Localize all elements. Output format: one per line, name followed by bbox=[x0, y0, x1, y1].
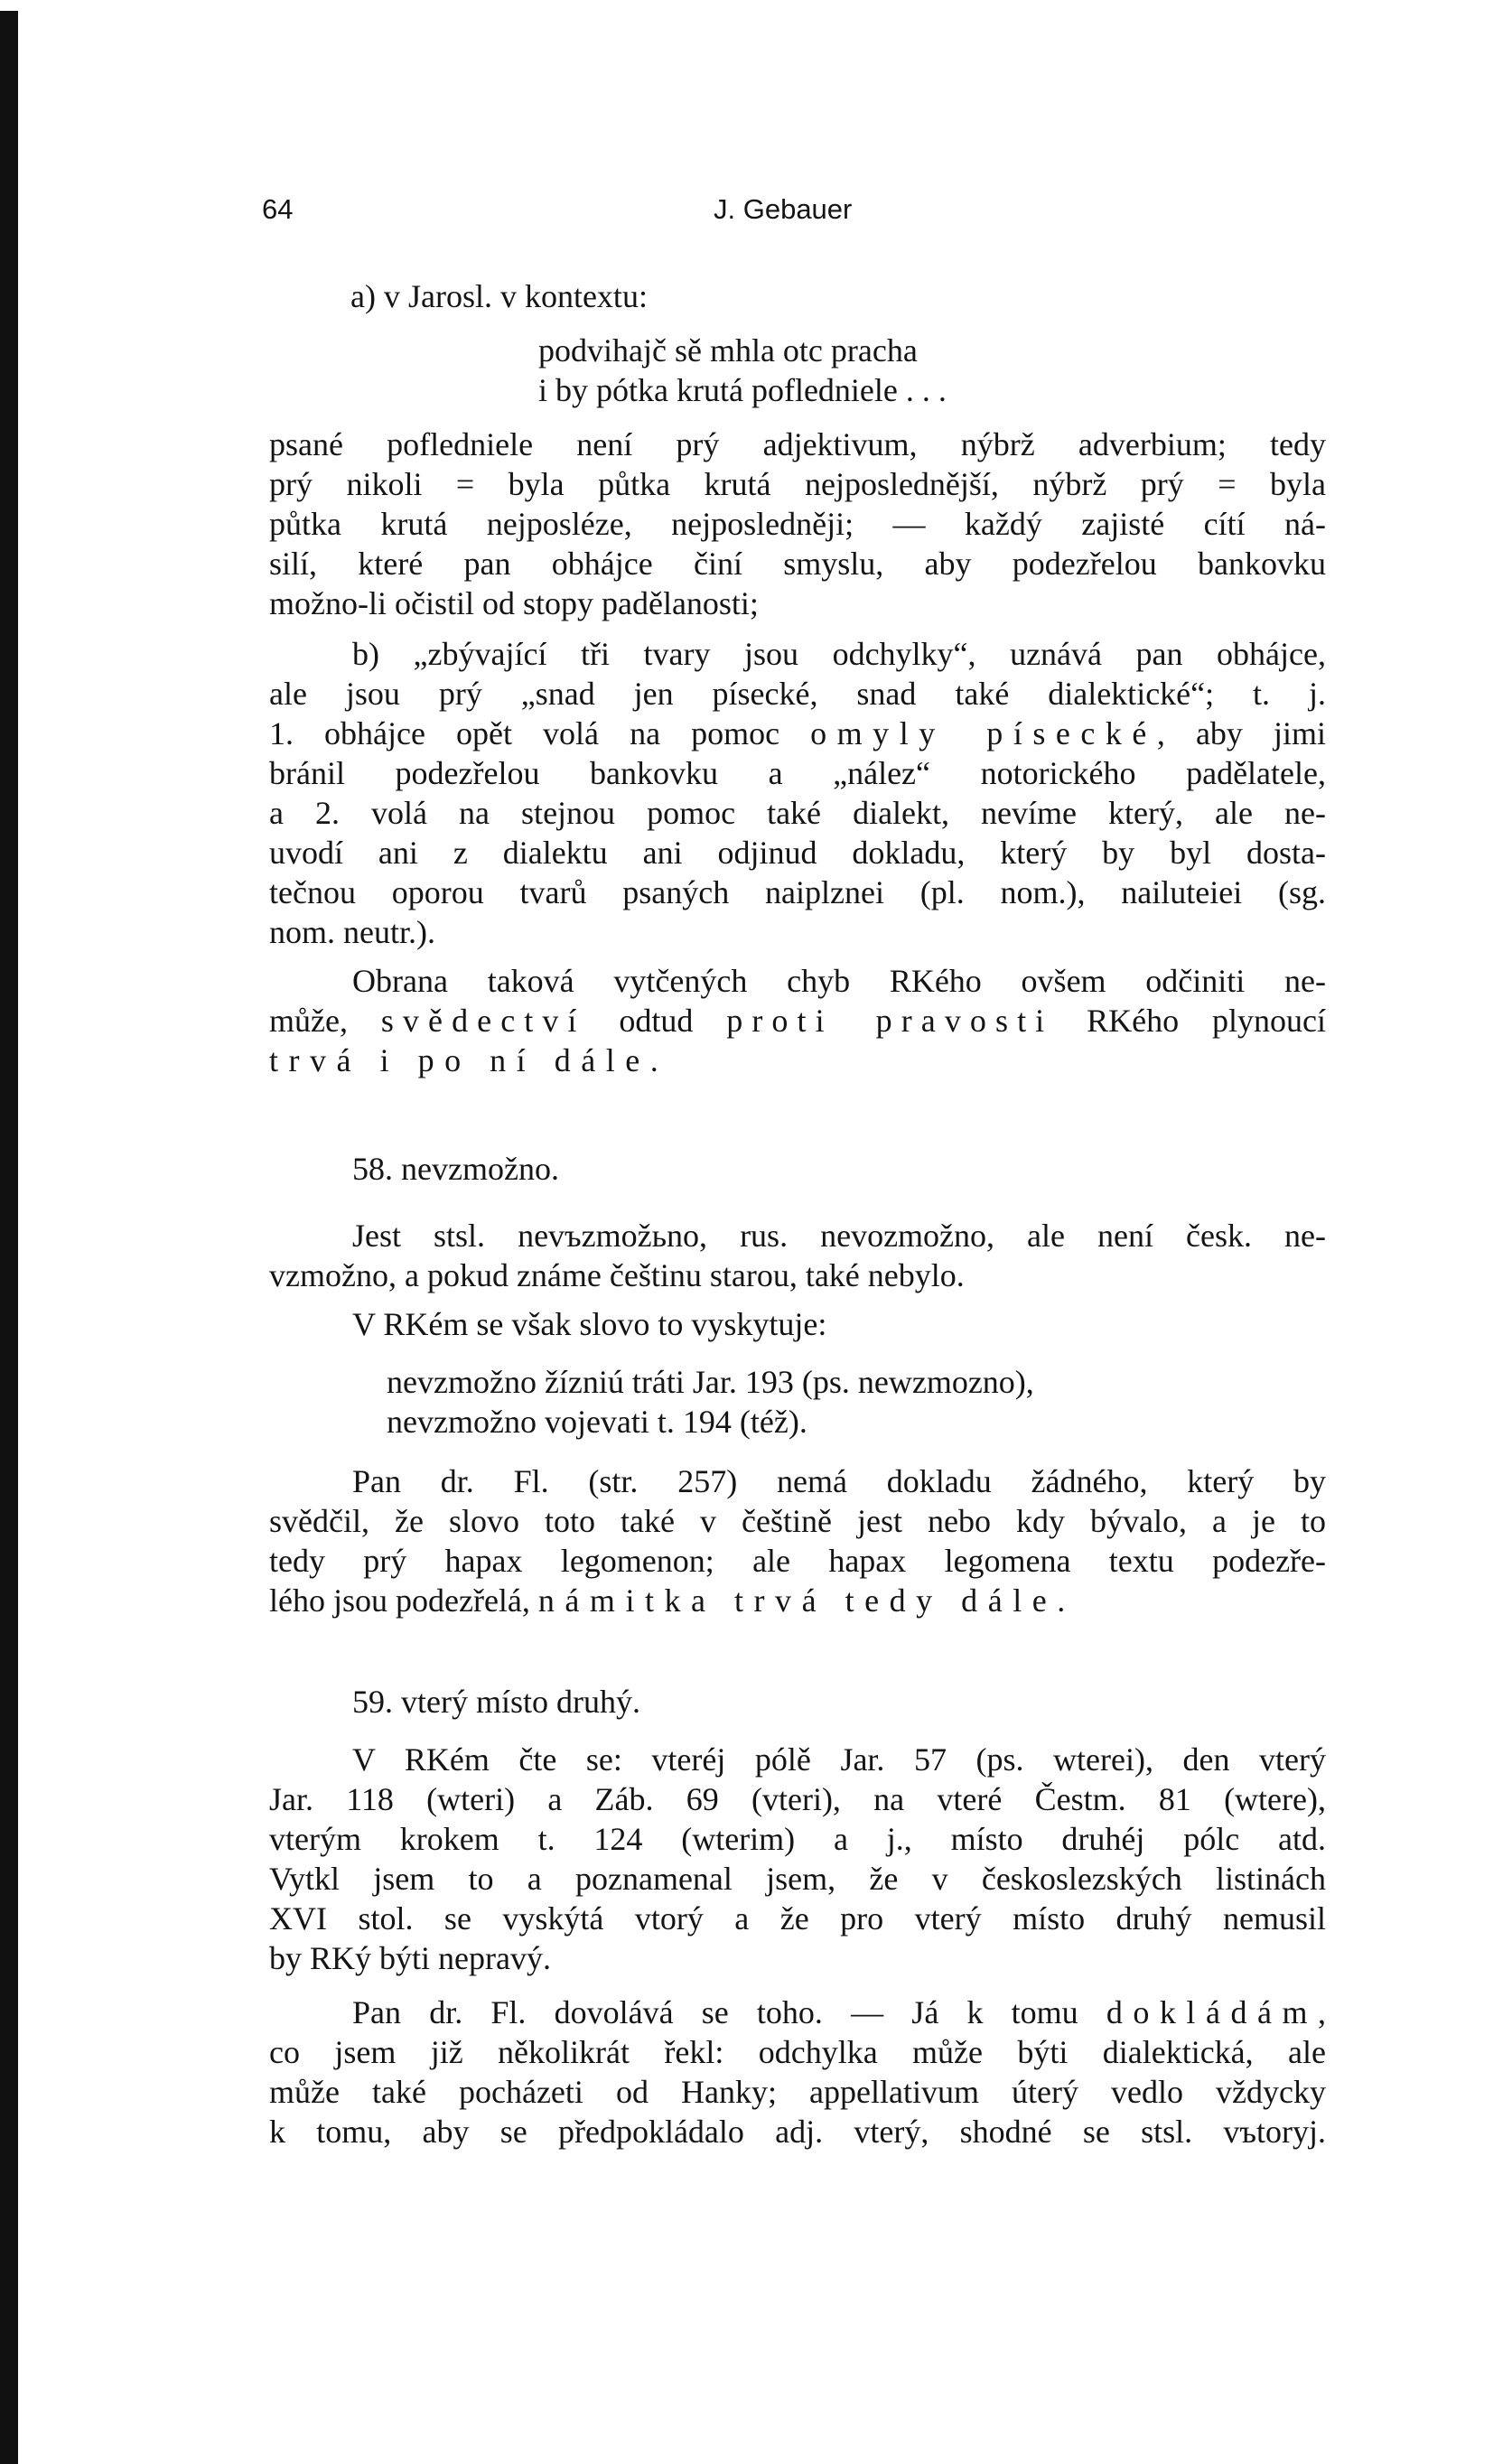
text-run: nom. neutr.). bbox=[269, 914, 435, 950]
text-run: V RKém čte se: vteréj pólě Jar. 57 (ps. wterei), den vterý bbox=[352, 1741, 1326, 1778]
text-line bbox=[352, 1993, 1326, 2032]
text-run: V RKém se však slovo to vyskytuje: bbox=[352, 1306, 827, 1342]
text-line bbox=[269, 912, 435, 952]
text-run: , aby jimi bbox=[1156, 715, 1326, 751]
text-run: . bbox=[1057, 1582, 1066, 1619]
running-title: J. Gebauer bbox=[714, 193, 853, 225]
text-run: Jest stsl. nevъzmožьno, rus. nevozmožno, ale není česk. ne- bbox=[352, 1218, 1326, 1254]
scan-top-edge bbox=[0, 0, 1512, 11]
text-line bbox=[269, 1541, 1326, 1581]
verse-line bbox=[538, 331, 918, 370]
spaced-emphasis: námitka trvá tedy dále bbox=[537, 1582, 1058, 1619]
text-run: odtud bbox=[585, 1003, 727, 1039]
text-line bbox=[269, 2112, 1326, 2151]
text-line bbox=[352, 961, 1326, 1001]
text-run: 1. obhájce opět volá na pomoc bbox=[269, 715, 811, 751]
text-run: půtka krutá nejposléze, nejposledněji; — každý zajisté cítí ná- bbox=[269, 506, 1326, 542]
text-run: . bbox=[649, 1042, 658, 1078]
text-run: Vytkl jsem to a poznamenal jsem, že v českoslezských listinách bbox=[269, 1861, 1326, 1897]
text-run: 59. vterý místo druhý. bbox=[352, 1684, 640, 1720]
text-line bbox=[269, 1938, 551, 1978]
text-run: silí, které pan obhájce činí smyslu, aby podezřelou bankovku bbox=[269, 546, 1326, 582]
page-number: 64 bbox=[262, 193, 294, 225]
text-line bbox=[352, 1740, 1326, 1779]
text-line bbox=[269, 1899, 1326, 1938]
text-run: , bbox=[1318, 1994, 1326, 2030]
text-run: i by pótka krutá pofledniele . . . bbox=[538, 372, 947, 408]
text-line bbox=[352, 1461, 1326, 1501]
text-line bbox=[269, 1501, 1326, 1541]
text-line bbox=[269, 583, 759, 623]
text-run: b) „zbývající tři tvary jsou odchylky“, uznává pan obhájce, bbox=[352, 636, 1326, 672]
spaced-emphasis: omyly písecké bbox=[810, 715, 1157, 751]
text-line bbox=[269, 714, 1326, 753]
text-run: možno-li očistil od stopy padělanosti; bbox=[269, 585, 759, 621]
text-run: co jsem již několikrát řekl: odchylka může býti dialektická, ale bbox=[269, 2034, 1326, 2070]
text-run: uvodí ani z dialektu ani odjinud dokladu, který by byl dosta- bbox=[269, 835, 1326, 871]
text-run: může, bbox=[269, 1003, 381, 1039]
spaced-emphasis: trvá i po ní dále bbox=[269, 1042, 650, 1078]
text-line bbox=[269, 504, 1326, 544]
text-line bbox=[269, 1001, 1326, 1041]
text-line bbox=[269, 544, 1326, 583]
text-run: lého jsou podezřelá, bbox=[269, 1582, 538, 1619]
text-run: podvihajč sě mhla otc pracha bbox=[538, 332, 918, 369]
text-line bbox=[269, 873, 1326, 912]
text-run: by RKý býti nepravý. bbox=[269, 1940, 551, 1976]
text-run: a) v Jarosl. v kontextu: bbox=[350, 278, 648, 314]
text-line bbox=[352, 1216, 1326, 1255]
text-run: ale jsou prý „snad jen písecké, snad také dialektické“; t. j. bbox=[269, 676, 1326, 712]
text-run: psané pofledniele není prý adjektivum, nýbrž adverbium; tedy bbox=[269, 426, 1326, 462]
verse-line bbox=[538, 370, 947, 410]
text-line bbox=[269, 2032, 1326, 2072]
text-run: svědčil, že slovo toto také v češtině jest nebo kdy bývalo, a je to bbox=[269, 1503, 1326, 1539]
text-line bbox=[350, 276, 648, 316]
spaced-emphasis: dokládám bbox=[1106, 1994, 1318, 2030]
scan-left-edge bbox=[0, 0, 18, 2464]
text-line bbox=[269, 1581, 1065, 1620]
text-line bbox=[269, 425, 1326, 464]
text-run: nevzmožno žízniú tráti Jar. 193 (ps. newzmozno), bbox=[387, 1364, 1034, 1400]
text-run: vzmožno, a pokud známe češtinu starou, také nebylo. bbox=[269, 1257, 965, 1293]
section-heading-58 bbox=[352, 1149, 559, 1189]
text-run: bránil podezřelou bankovku a „nález“ notorického padělatele, bbox=[269, 755, 1326, 791]
text-line bbox=[269, 464, 1326, 504]
quoted-line bbox=[387, 1402, 807, 1442]
text-line bbox=[269, 1041, 658, 1080]
text-run: RKého plynoucí bbox=[1053, 1003, 1326, 1039]
text-run: tedy prý hapax legomenon; ale hapax legomena textu podezře- bbox=[269, 1543, 1326, 1579]
text-line bbox=[269, 2072, 1326, 2112]
spaced-emphasis: proti pravosti bbox=[726, 1003, 1054, 1039]
text-line bbox=[269, 1779, 1326, 1819]
quoted-line bbox=[387, 1362, 1034, 1402]
text-run: tečnou oporou tvarů psaných naiplznei (pl. nom.), nailuteiei (sg. bbox=[269, 874, 1326, 910]
text-line bbox=[269, 1819, 1326, 1859]
section-heading-59 bbox=[352, 1682, 640, 1722]
text-run: a 2. volá na stejnou pomoc také dialekt, nevíme který, ale ne- bbox=[269, 795, 1326, 831]
text-line bbox=[269, 1255, 965, 1295]
text-line bbox=[352, 1304, 826, 1344]
text-line bbox=[269, 753, 1326, 793]
text-line bbox=[269, 793, 1326, 833]
text-run: k tomu, aby se předpokládalo adj. vterý, shodné se stsl. vъtoryj. bbox=[269, 2114, 1326, 2150]
text-run: prý nikoli = byla půtka krutá nejposlednější, nýbrž prý = byla bbox=[269, 466, 1326, 502]
text-run: 58. nevzmožno. bbox=[352, 1151, 559, 1187]
text-line bbox=[269, 674, 1326, 714]
text-line bbox=[269, 833, 1326, 873]
text-run: XVI stol. se vyskýtá vtorý a že pro vterý místo druhý nemusil bbox=[269, 1900, 1326, 1937]
text-run: Jar. 118 (wteri) a Záb. 69 (vteri), na vteré Čestm. 81 (wtere), bbox=[269, 1781, 1326, 1817]
text-run: Pan dr. Fl. dovolává se toho. — Já k tomu bbox=[352, 1994, 1106, 2030]
text-run: nevzmožno vojevati t. 194 (též). bbox=[387, 1404, 807, 1440]
text-line bbox=[352, 634, 1326, 674]
text-run: Pan dr. Fl. (str. 257) nemá dokladu žádného, který by bbox=[352, 1463, 1326, 1499]
text-run: vterým krokem t. 124 (wterim) a j., místo druhéj pólc atd. bbox=[269, 1821, 1326, 1857]
text-line bbox=[269, 1859, 1326, 1899]
text-run: může také pocházeti od Hanky; appellativum úterý vedlo vždycky bbox=[269, 2074, 1326, 2110]
text-run: Obrana taková vytčených chyb RKého ovšem odčiniti ne- bbox=[352, 963, 1326, 999]
spaced-emphasis: svědectví bbox=[380, 1003, 586, 1039]
